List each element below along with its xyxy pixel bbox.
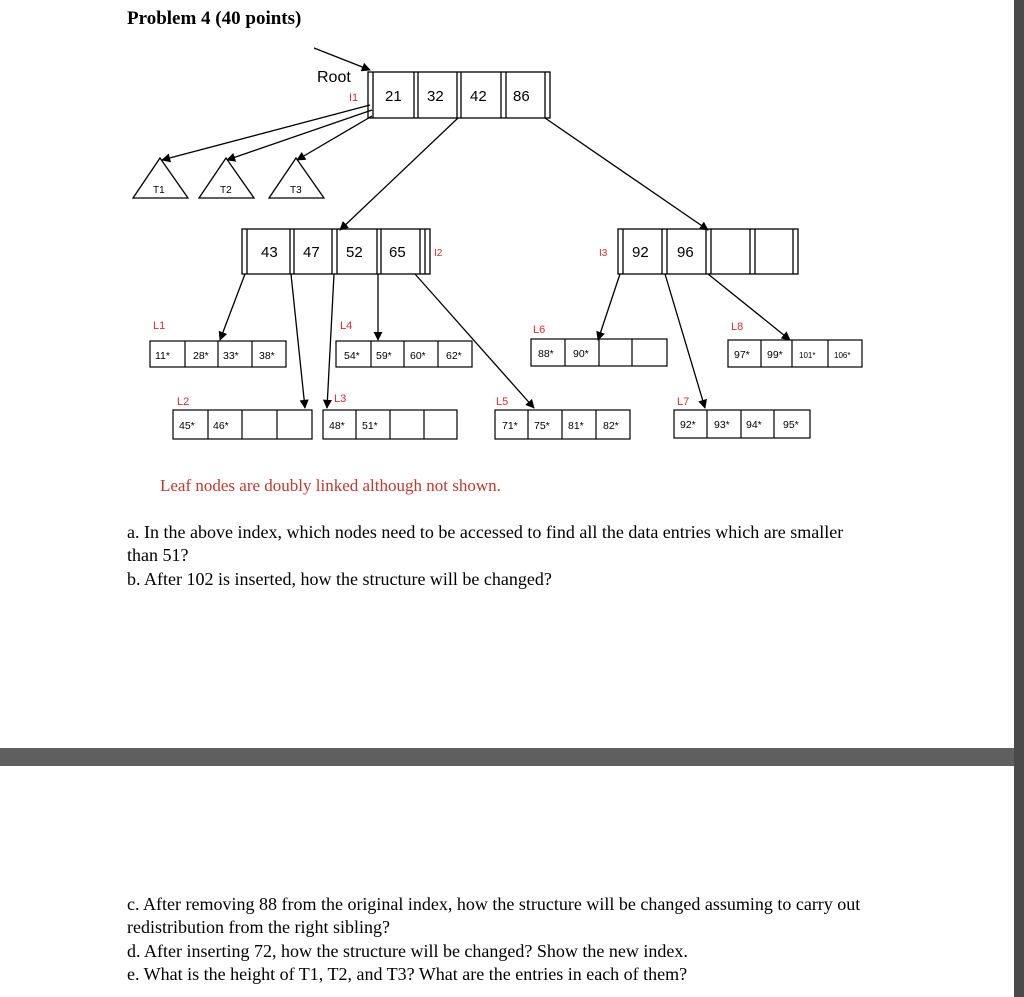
edge-i3-l7 bbox=[665, 274, 705, 408]
subtree-t1 bbox=[133, 158, 188, 198]
internal-node-i2 bbox=[242, 229, 430, 274]
leaf-label-l8: L8 bbox=[731, 321, 744, 333]
i2-key-1: 43 bbox=[261, 244, 278, 261]
edge-i2-l3 bbox=[327, 274, 334, 408]
leaf-node-l8 bbox=[728, 340, 862, 367]
leaf-label-l6: L6 bbox=[533, 324, 546, 336]
svg-text:97*: 97* bbox=[734, 349, 750, 361]
leaf-note: Leaf nodes are doubly linked although not shown. bbox=[160, 476, 501, 495]
svg-text:59*: 59* bbox=[376, 350, 392, 362]
page-divider bbox=[0, 748, 1024, 766]
leaf-node-l4 bbox=[336, 341, 472, 367]
svg-text:82*: 82* bbox=[603, 420, 619, 432]
edge-root-t1 bbox=[162, 105, 370, 160]
i3-key-2: 96 bbox=[677, 244, 694, 261]
i1-key-4: 86 bbox=[513, 88, 530, 105]
root-label: Root bbox=[317, 69, 351, 86]
edge-root-i2 bbox=[340, 118, 458, 230]
svg-text:T1: T1 bbox=[153, 185, 165, 196]
question-a: a. In the above index, which nodes need to be accessed to find all the data entries which are smaller than 51? bbox=[127, 522, 844, 565]
leaf-label-l3: L3 bbox=[334, 393, 347, 405]
leaf-node-l7 bbox=[674, 410, 810, 438]
svg-text:48*: 48* bbox=[329, 420, 345, 432]
svg-text:101*: 101* bbox=[799, 351, 816, 360]
i2-label: I2 bbox=[434, 248, 443, 259]
question-d: d. After inserting 72, how the structure will be changed? Show the new index. bbox=[127, 941, 688, 961]
leaf-node-l6 bbox=[531, 339, 667, 366]
svg-text:75*: 75* bbox=[534, 420, 550, 432]
i2-key-4: 65 bbox=[389, 244, 406, 261]
problem-title: Problem 4 (40 points) bbox=[127, 8, 302, 29]
i1-key-3: 42 bbox=[470, 88, 487, 105]
i1-key-2: 32 bbox=[427, 88, 444, 105]
svg-text:45*: 45* bbox=[179, 420, 195, 432]
edge-root-i3 bbox=[545, 118, 708, 230]
question-e: e. What is the height of T1, T2, and T3? What are the entries in each of them? bbox=[127, 964, 688, 984]
svg-text:93*: 93* bbox=[714, 419, 730, 431]
svg-text:T3: T3 bbox=[290, 185, 302, 196]
svg-text:95*: 95* bbox=[783, 419, 799, 431]
svg-text:51*: 51* bbox=[362, 420, 378, 432]
svg-text:99*: 99* bbox=[767, 349, 783, 361]
svg-text:81*: 81* bbox=[568, 420, 584, 432]
svg-text:28*: 28* bbox=[193, 350, 209, 362]
scrollbar-edge bbox=[1014, 0, 1024, 997]
edge-root-t2 bbox=[227, 110, 372, 160]
leaf-node-l1 bbox=[150, 341, 286, 367]
i2-key-2: 47 bbox=[303, 244, 320, 261]
i2-key-3: 52 bbox=[346, 244, 363, 261]
i3-key-1: 92 bbox=[632, 244, 649, 261]
subtree-t2 bbox=[199, 158, 254, 198]
svg-text:88*: 88* bbox=[538, 348, 554, 360]
svg-text:54*: 54* bbox=[344, 350, 360, 362]
leaf-label-l2: L2 bbox=[177, 396, 190, 408]
leaf-node-l5 bbox=[495, 410, 630, 439]
leaf-node-l3 bbox=[323, 410, 457, 439]
root-node-i1 bbox=[368, 72, 550, 118]
svg-text:33*: 33* bbox=[223, 350, 239, 362]
leaf-label-l5: L5 bbox=[496, 396, 509, 408]
edge-i2-l1 bbox=[220, 274, 245, 340]
svg-text:94*: 94* bbox=[746, 419, 762, 431]
svg-text:11*: 11* bbox=[155, 350, 170, 362]
svg-text:38*: 38* bbox=[259, 350, 275, 362]
svg-text:71*: 71* bbox=[502, 420, 518, 432]
bplus-tree-diagram bbox=[0, 0, 1014, 470]
subtree-t3 bbox=[269, 158, 324, 198]
svg-text:60*: 60* bbox=[410, 350, 426, 362]
question-c: c. After removing 88 from the original index, how the structure will be changed assuming to carry out redistribution from the right sibling? bbox=[127, 894, 861, 937]
leaf-node-l2 bbox=[173, 410, 312, 439]
leaf-label-l7: L7 bbox=[677, 396, 690, 408]
svg-text:92*: 92* bbox=[680, 419, 696, 431]
svg-text:62*: 62* bbox=[446, 350, 462, 362]
internal-node-i3 bbox=[618, 229, 798, 274]
leaf-label-l4: L4 bbox=[340, 320, 353, 332]
i3-label: I3 bbox=[599, 248, 608, 259]
root-arrow bbox=[314, 48, 370, 70]
edge-i2-l2 bbox=[291, 274, 305, 408]
svg-text:90*: 90* bbox=[573, 348, 589, 360]
edge-i3-l6 bbox=[598, 274, 620, 340]
i1-key-1: 21 bbox=[385, 88, 402, 105]
i1-label: I1 bbox=[349, 92, 359, 104]
leaf-label-l1: L1 bbox=[153, 320, 166, 332]
question-b: b. After 102 is inserted, how the structure will be changed? bbox=[127, 569, 552, 589]
svg-text:46*: 46* bbox=[213, 420, 229, 432]
edge-i3-l8 bbox=[708, 274, 790, 340]
svg-text:106*: 106* bbox=[834, 351, 851, 360]
svg-text:T2: T2 bbox=[220, 185, 232, 196]
